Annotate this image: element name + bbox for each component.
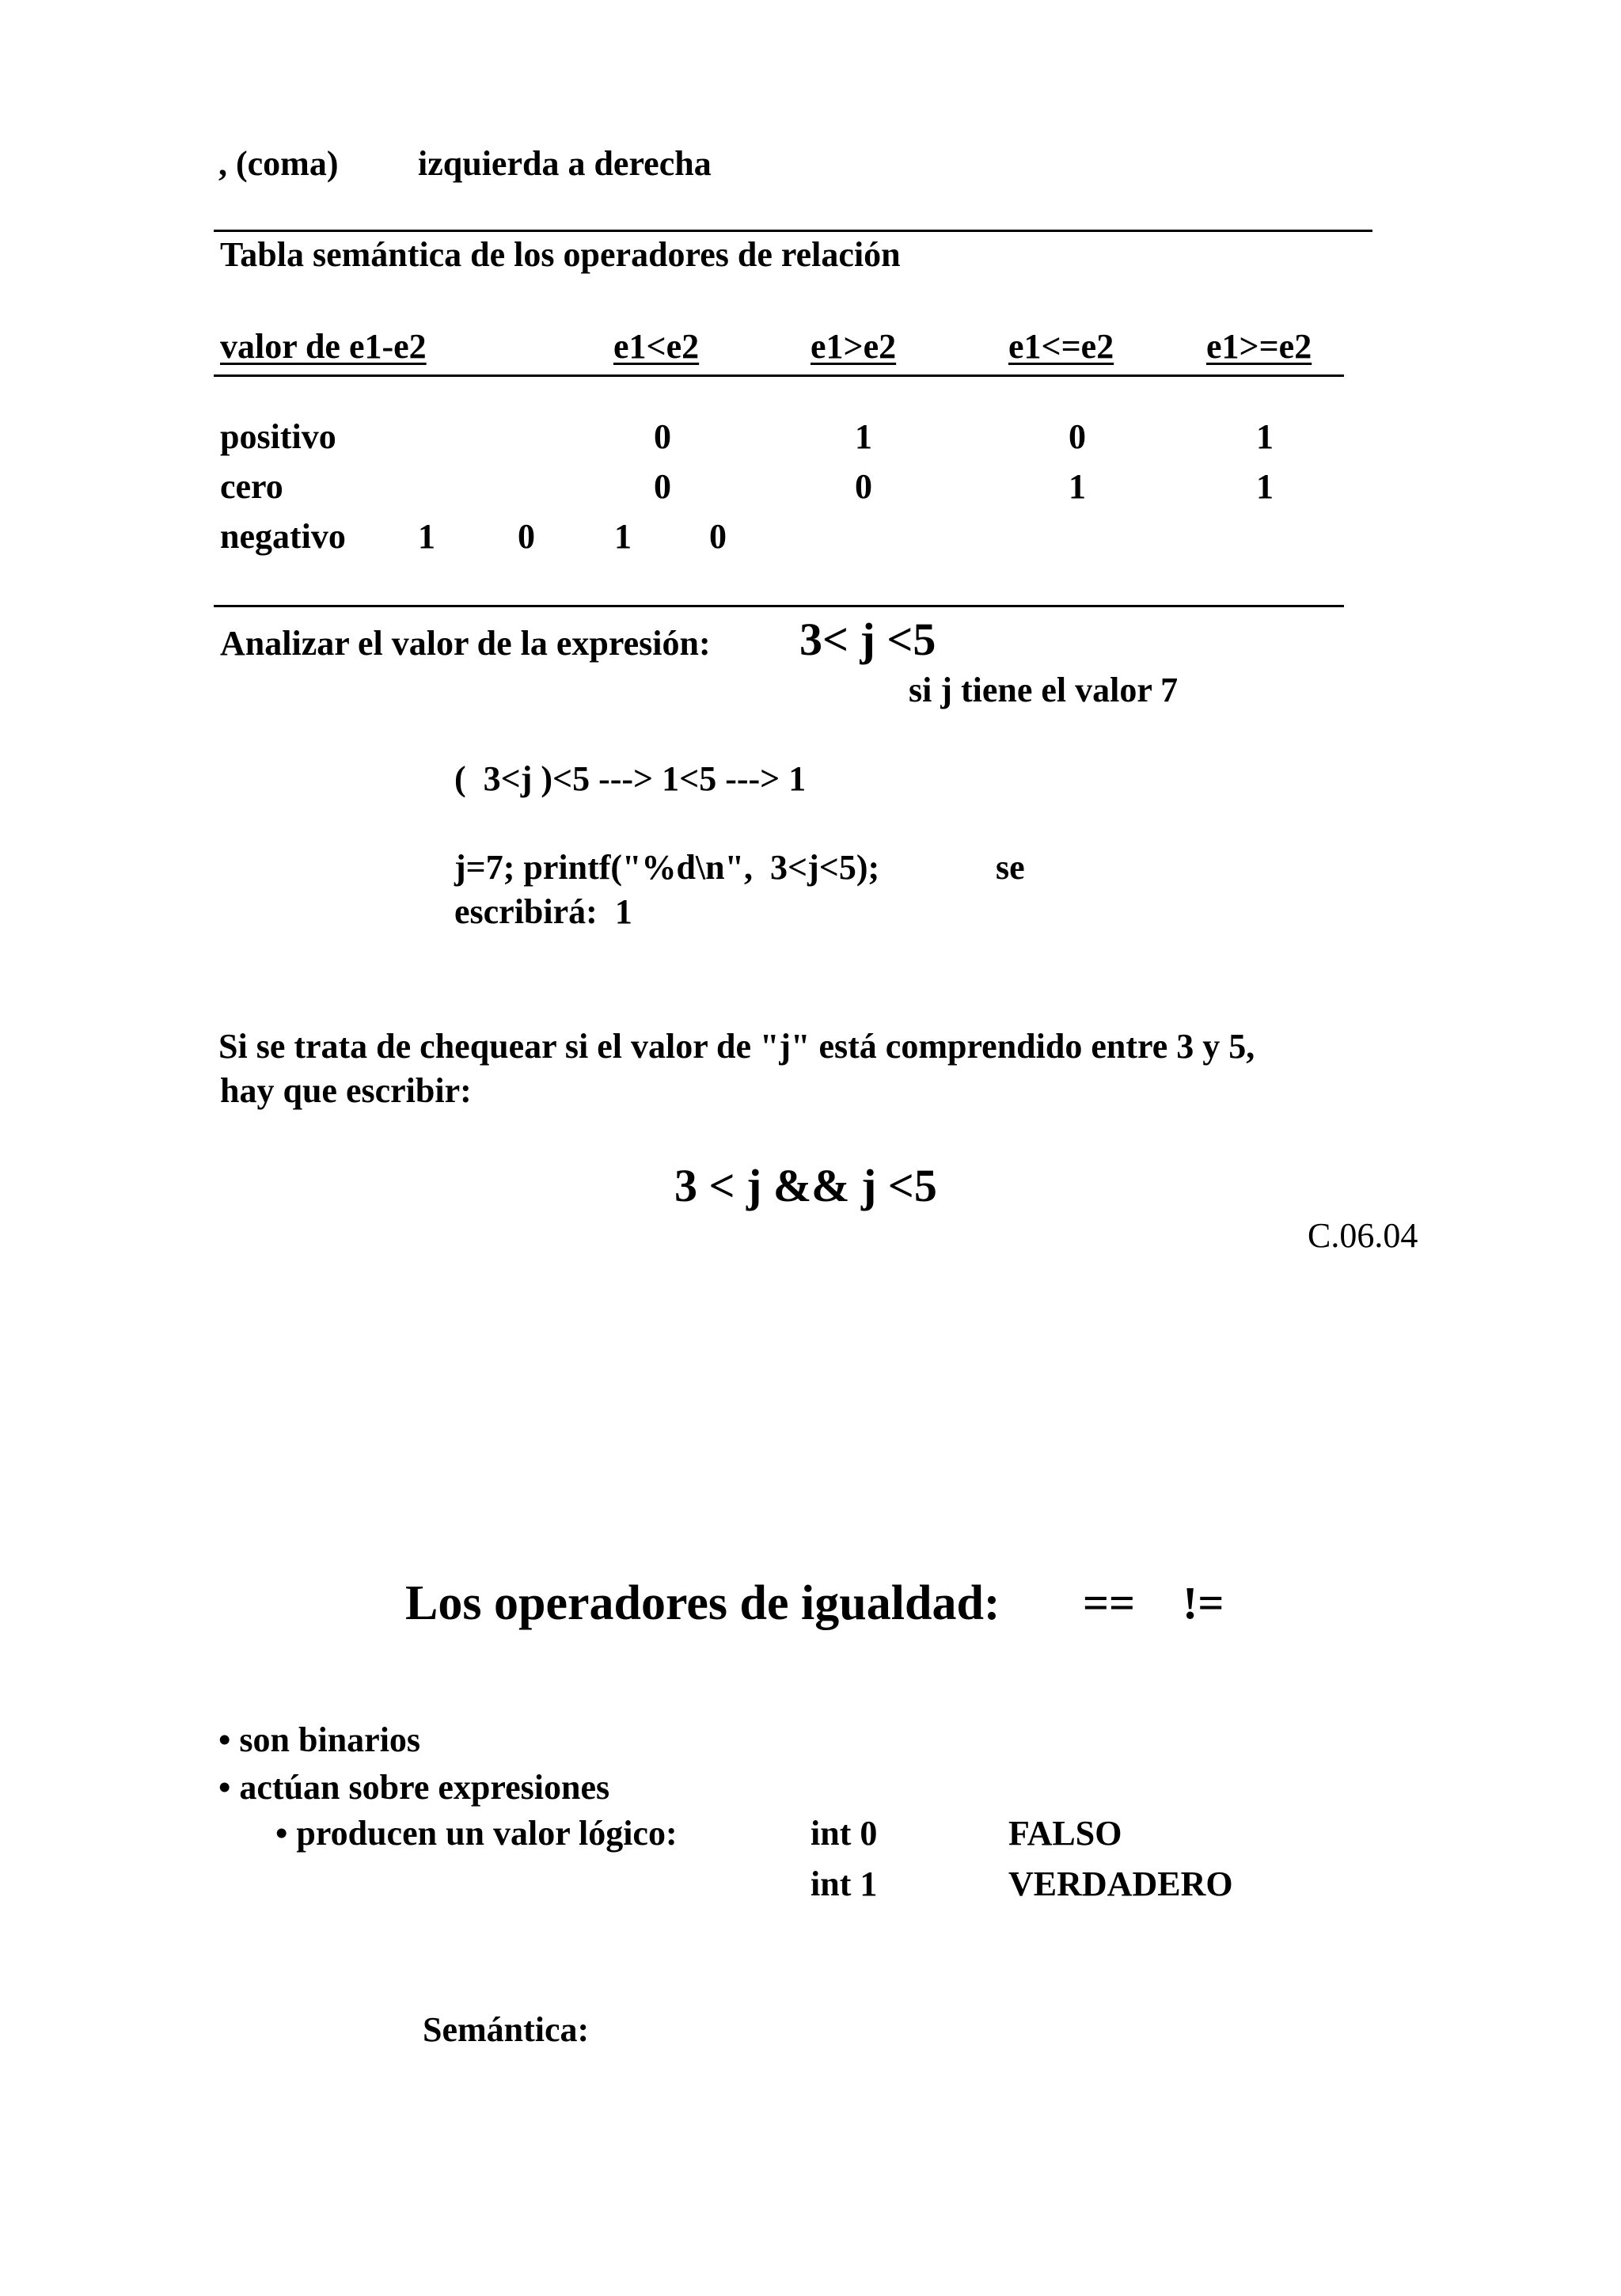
bullet-item: • son binarios [218,1720,421,1759]
semantics-label: Semántica: [423,2010,590,2049]
check-expression: 3 < j && j <5 [674,1160,937,1211]
comma-associativity: izquierda a derecha [418,144,712,183]
divider-top [214,230,1372,232]
table-row-label: positivo [220,417,336,456]
table-cell: 0 [654,417,671,456]
comma-operator: , (coma) [218,144,339,183]
analysis-prompt: Analizar el valor de la expresión: [220,624,711,663]
page-reference: C.06.04 [1308,1216,1418,1255]
table-cell: 0 [654,467,671,506]
code-se: se [996,848,1025,887]
equality-title: Los operadores de igualdad: [405,1576,1000,1630]
analysis-expression: 3< j <5 [799,614,936,665]
table-header-ge: e1>=e2 [1206,327,1312,366]
evaluation-steps: ( 3<j )<5 ---> 1<5 ---> 1 [454,759,807,798]
value-type: int 1 [810,1865,878,1903]
table-cell: 1 [1256,467,1274,506]
divider-bottom [214,605,1344,607]
table-cell: 0 [518,517,535,556]
value-type: int 0 [810,1814,878,1853]
table-cell: 1 [855,417,872,456]
table-header-le: e1<=e2 [1008,327,1114,366]
table-cell: 1 [1256,417,1274,456]
equality-op-notequal: != [1183,1577,1224,1629]
equality-op-equal: == [1083,1577,1136,1629]
check-text-line1: Si se trata de chequear si el valor de "j" está comprendido entre 3 y 5, [218,1027,1255,1066]
table-header-lt: e1<e2 [613,327,700,366]
table-header-gt: e1>e2 [810,327,897,366]
table-row-label: cero [220,467,283,506]
bullet-item: • actúan sobre expresiones [218,1768,610,1807]
relational-table-title: Tabla semántica de los operadores de relación [220,235,901,274]
table-header-value: valor de e1-e2 [220,327,427,366]
code-output: escribirá: 1 [454,892,632,931]
check-text-line2: hay que escribir: [220,1071,472,1110]
bullet-item: • producen un valor lógico: [275,1814,678,1853]
table-header-rule [214,374,1344,377]
table-cell: 0 [855,467,872,506]
value-meaning: VERDADERO [1008,1865,1233,1903]
code-printf: j=7; printf("%d\n", 3<j<5); [454,848,880,887]
value-meaning: FALSO [1008,1814,1122,1853]
analysis-condition: si j tiene el valor 7 [909,671,1179,709]
table-cell: 1 [614,517,632,556]
table-cell: 0 [1069,417,1086,456]
table-row-label: negativo [220,517,346,556]
table-cell: 1 [418,517,435,556]
table-cell: 0 [709,517,727,556]
table-cell: 1 [1069,467,1086,506]
